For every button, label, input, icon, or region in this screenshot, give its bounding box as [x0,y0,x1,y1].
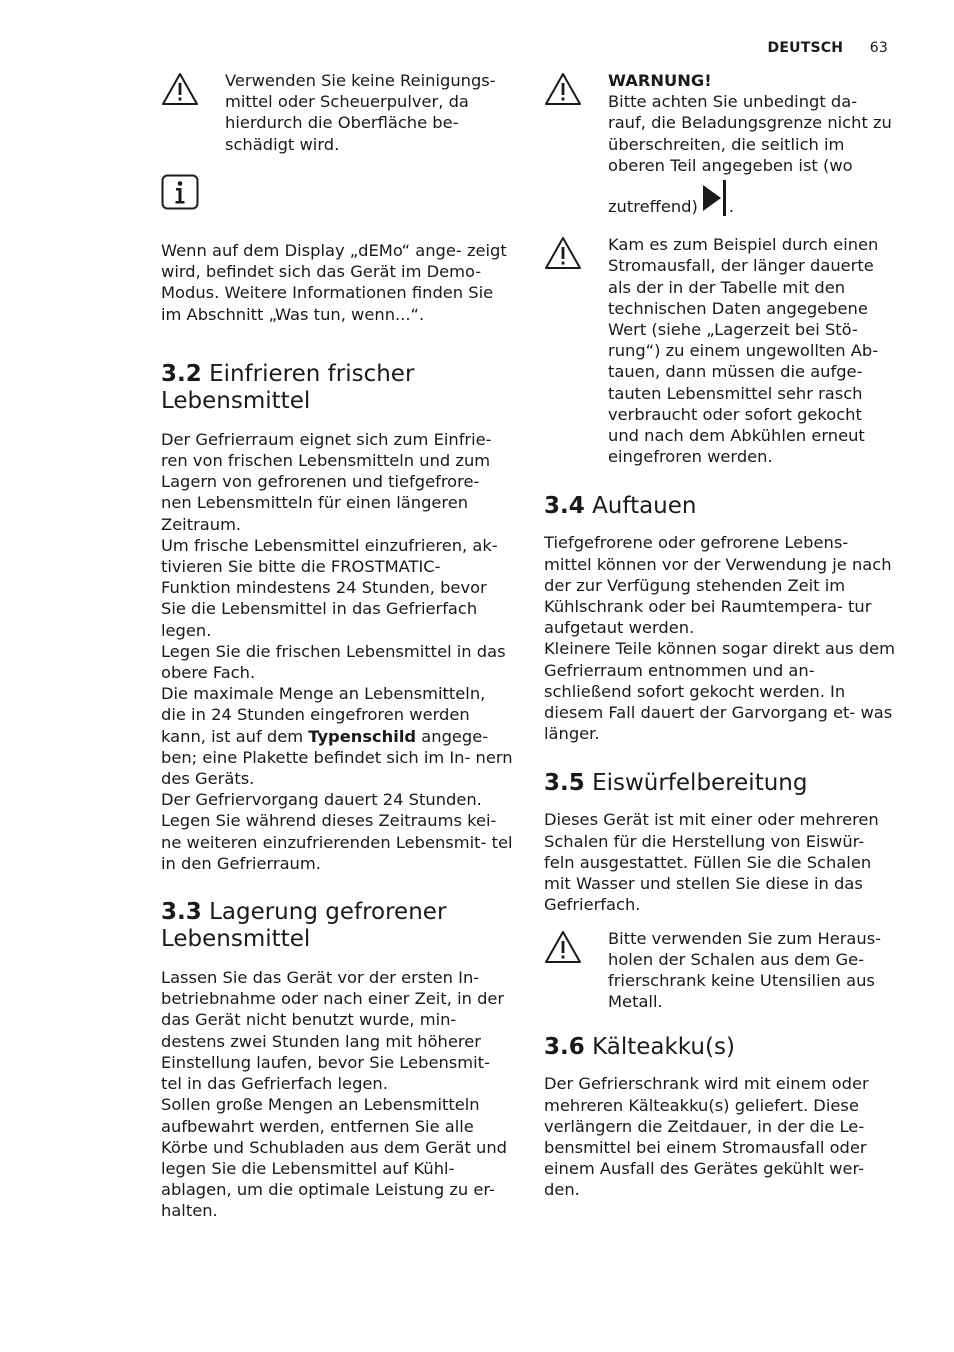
right-column [544,70,896,1201]
warning-icon [544,930,582,964]
paragraph: Tiefgefrorene oder gefrorene Lebens- mittel können vor der Verwendung je nach der zur Verfügung stehenden Zeit im Kühlschrank oder bei Raumtempera- tur aufgetaut werden. [544,533,892,638]
text-run: zutreffend) [608,197,698,217]
section-number: 3.4 [544,493,585,520]
header-language: DEUTSCH [767,40,844,56]
section-number: 3.5 [544,770,585,797]
section-title: Lagerung gefrorener Lebensmittel [161,899,447,953]
paragraph: Dieses Gerät ist mit einer oder mehreren Schalen für die Herstellung von Eiswür- feln ausgestattet. Füllen Sie die Schalen mit Wasser und stellen Sie diese in das Gefrierfach. [544,810,879,915]
paragraph: Der Gefrierschrank wird mit einem oder mehreren Kälteakku(s) geliefert. Diese verlängern die Zeitdauer, in der die Le- bensmittel bei einem Stromausfall oder einem Ausfall des Gerätes gekühlt wer- den. [544,1074,869,1200]
warning-title [608,70,896,91]
section-3-2-body [161,429,513,874]
section-number: 3.6 [544,1034,585,1061]
rating-plate-term: Typenschild [308,726,417,746]
info-demo-text: Wenn auf dem Display „dEMo“ ange- zeigt wird, befindet sich das Gerät im Demo-Modus. Weitere Informationen finden Sie im Abschnitt „Was tun, wenn...“. [161,241,507,324]
paragraph: Um frische Lebensmittel einzufrieren, ak- tivieren Sie bitte die FROSTMATIC- Funktion mindestens 24 Stunden, bevor Sie die Lebensmittel in das Gefrierfach legen. [161,535,498,640]
warning-power-failure-text: Kam es zum Beispiel durch einen Stromausfall, der länger dauerte als der in der Tabelle mit den technischen Daten angegebene Wert (siehe „Lagerzeit bei Stö- rung“) zu einem ungewollten Ab- tauen, dann müssen die aufge- tauten Lebensmittel sehr rasch verbraucht oder sofort gekocht und nach dem Abkühlen erneut eingefroren werden. [608,235,879,467]
paragraph: Sollen große Mengen an Lebensmitteln aufbewahrt werden, entfernen Sie alle Körbe und Schubladen aus dem Gerät und legen Sie die Lebensmittel auf Kühl- ablagen, um die optimale Leistung zu er- halten. [161,1095,507,1221]
section-3-3-heading [161,899,513,953]
warning-load-limit-tail [608,180,896,217]
warning-icon [161,72,199,106]
info-icon [161,174,199,210]
section-3-2-heading [161,361,513,415]
page-header [768,40,888,56]
section-number: 3.2 [161,360,202,387]
warning-metal-utensils-text: Bitte verwenden Sie zum Heraus- holen der Schalen aus dem Ge- frierschrank keine Utensilien aus Metall. [608,928,882,1012]
paragraph: Der Gefrierraum eignet sich zum Einfrie- ren von frischen Lebensmitteln und zum Lagern von gefrorenen und tiefgefrore- nen Lebensmitteln für einen längeren Zeitraum. [161,429,492,534]
section-3-6-body [544,1073,896,1200]
warning-cleaning-notice [161,70,513,174]
section-3-6-heading [544,1034,896,1061]
warning-load-limit-notice [544,70,896,217]
paragraph [161,683,513,789]
page-number: 63 [869,40,888,56]
section-title: Einfrieren frischer Lebensmittel [161,360,415,414]
load-limit-marker-icon [701,180,729,216]
section-3-3-body [161,967,513,1221]
section-3-4-heading [544,493,896,520]
section-title: Eiswürfelbereitung [592,770,808,797]
paragraph: Lassen Sie das Gerät vor der ersten In- betriebnahme oder nach einer Zeit, in der das Gerät nicht benutzt wurde, min- destens zwei Stunden lang mit höherer Einstellung laufen, bevor Sie Lebensmit- tel in das Gefrierfach legen. [161,968,505,1094]
paragraph: Legen Sie die frischen Lebensmittel in das obere Fach. [161,641,506,683]
section-3-5-heading [544,770,896,797]
paragraph: Kleinere Teile können sogar direkt aus dem Gefrierraum entnommen und an- schließend sofort gekocht werden. In diesem Fall dauert der Garvorgang et- was länger. [544,639,895,744]
warning-icon [544,236,582,270]
section-title: Kälteakku(s) [592,1034,735,1061]
text-run: Die maximale Menge an Lebensmitteln, die in 24 Stunden eingefroren werden kann, ist auf dem [161,684,486,746]
text-run: . [728,197,735,217]
warning-label: WARNUNG! [608,71,712,90]
text-run: angege- ben; eine Plakette befindet sich im In- nern des Geräts. [161,726,513,789]
section-number: 3.3 [161,899,202,926]
section-title: Auftauen [592,493,697,520]
warning-cleaning-text: Verwenden Sie keine Reinigungs- mittel oder Scheuerpulver, da hierdurch die Oberfläche be- schädigt wird. [225,71,496,154]
section-3-4-body [544,532,896,744]
warning-load-limit-text: Bitte achten Sie unbedingt da- rauf, die Beladungsgrenze nicht zu überschreiten, die seitlich im oberen Teil angegeben ist (wo [608,92,892,175]
left-column [161,70,513,1222]
warning-metal-utensils-notice [544,928,896,1013]
section-3-5-body [544,809,896,915]
warning-icon [544,72,582,106]
warning-power-failure-notice [544,234,896,467]
paragraph: Der Gefriervorgang dauert 24 Stunden. Legen Sie während dieses Zeitraums kei- ne weiteren einzufrierenden Lebensmit- tel in den Gefrierraum. [161,790,513,873]
